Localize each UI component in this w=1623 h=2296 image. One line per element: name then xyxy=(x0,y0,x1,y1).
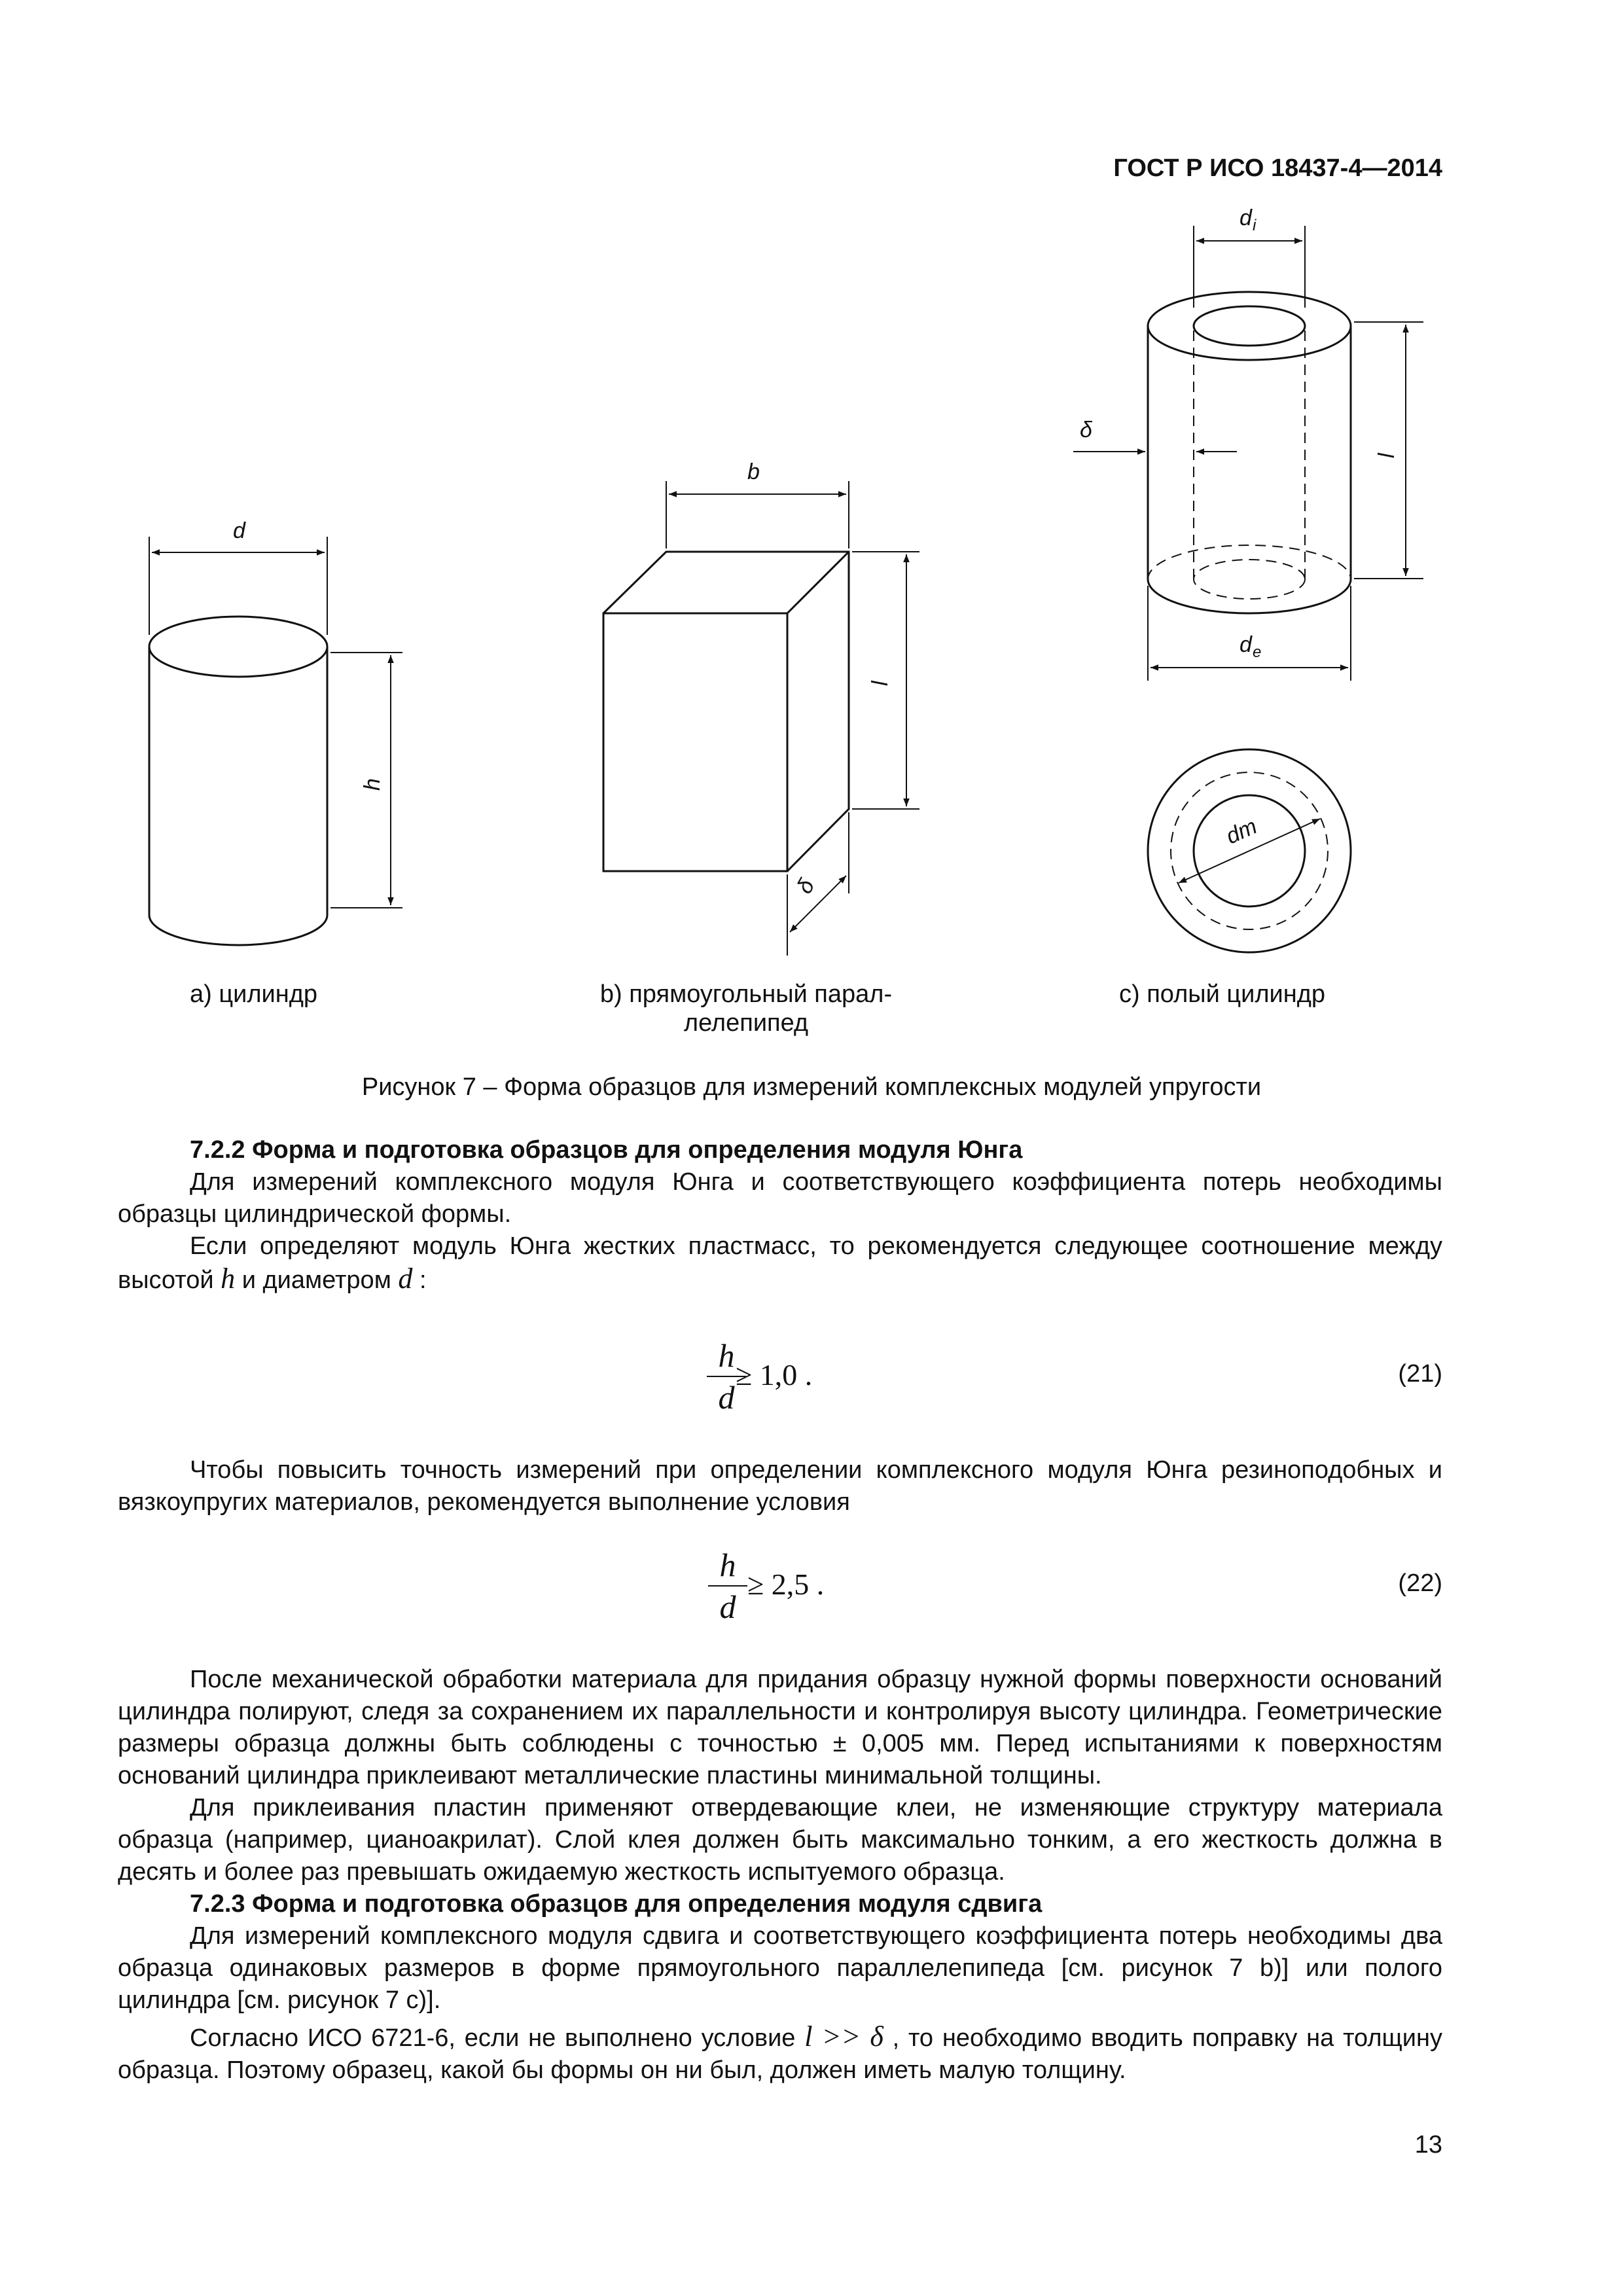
hollow-cylinder-drawing xyxy=(1073,226,1423,681)
text-run: , то необходимо вводить поправку на толщину образца. Поэтому образец, какой бы формы он ни был, должен иметь малую толщину. xyxy=(118,2024,1443,2084)
section-722-heading: 7.2.2 Форма и подготовка образцов для определения модуля Юнга xyxy=(190,1136,1023,1164)
text-run: : xyxy=(419,1266,427,1294)
section-722-condition xyxy=(118,1454,1442,1518)
relation: ≥ 2,5 . xyxy=(747,1568,825,1601)
solid-cylinder-drawing xyxy=(149,537,402,945)
equation-21 xyxy=(0,1335,1623,1420)
label-l-hollow: l xyxy=(1374,453,1399,458)
equation-number: (21) xyxy=(1398,1360,1442,1388)
text-run: и диаметром xyxy=(241,1266,391,1294)
caption-b xyxy=(576,980,916,1037)
caption-a: а) цилиндр xyxy=(190,980,318,1008)
figure-7-drawing xyxy=(0,0,1623,1021)
denominator: d xyxy=(719,1588,736,1625)
label-di: d xyxy=(1240,206,1252,230)
section-722-body xyxy=(118,1664,1442,2087)
text-run: Если определяют модуль Юнга жестких пластмасс, то рекомендуется следующее соотношение между высотой xyxy=(118,1232,1442,1294)
label-delta-hollow: δ xyxy=(1080,418,1092,442)
numerator: h xyxy=(707,1335,746,1377)
label-de: d xyxy=(1240,632,1252,657)
variable-d: d xyxy=(398,1263,413,1295)
page-number: 13 xyxy=(1414,2131,1442,2159)
paragraph: Для измерений комплексного модуля сдвига и соответствующего коэффициента потерь необходимы два образца одинаковых размеров в форме прямоугольного параллелепипеда [см. рисунок 7 b)] или полого цилиндра [см. рисунок 7 с)]. xyxy=(118,1922,1442,2014)
relation: ≥ 1,0 . xyxy=(736,1358,813,1391)
text-run: Согласно ИСО 6721-6, если не выполнено условие xyxy=(190,2024,796,2052)
equation-22 xyxy=(0,1545,1623,1630)
label-b: b xyxy=(747,459,760,484)
fraction xyxy=(708,1545,747,1627)
parallelepiped-drawing xyxy=(603,481,919,956)
caption-b-line-2: лелепипед xyxy=(683,1009,809,1037)
paragraph: Для приклеивания пластин применяют отвердевающие клеи, не изменяющие структуру материала образца (например, цианоакрилат). Слой клея должен быть максимально тонким, а его жесткость должна в десять и более раз превышать ожидаемую жесткость испытуемого образца. xyxy=(118,1794,1442,1886)
label-de-subscript: e xyxy=(1253,643,1262,661)
denominator: d xyxy=(718,1379,735,1416)
label-di-subscript: i xyxy=(1253,217,1257,234)
label-d: d xyxy=(233,518,245,543)
caption-b-line-1: b) прямоугольный парал- xyxy=(599,980,893,1008)
caption-c: с) полый цилиндр xyxy=(1119,980,1326,1008)
paragraph: Чтобы повысить точность измерений при определении комплексного модуля Юнга резиноподобных и вязкоупругих материалов, рекомендуется выполнение условия xyxy=(118,1456,1442,1516)
equation-number: (22) xyxy=(1398,1570,1442,1597)
label-h: h xyxy=(360,778,385,791)
section-722-intro xyxy=(118,1134,1442,1297)
paragraph-condition xyxy=(118,2020,1442,2087)
label-dm: dm xyxy=(1222,814,1261,850)
paragraph: Для измерений комплексного модуля Юнга и соответствующего коэффициента потерь необходимы образцы цилиндрической формы. xyxy=(118,1168,1442,1228)
numerator: h xyxy=(708,1545,747,1587)
paragraph-ratio-intro xyxy=(118,1230,1442,1297)
label-l-parallelepiped: l xyxy=(868,681,893,686)
hollow-cylinder-top-view xyxy=(1148,749,1351,952)
variable-h: h xyxy=(221,1263,236,1295)
condition-formula: l >> δ xyxy=(804,2020,883,2053)
figure-title: Рисунок 7 – Форма образцов для измерений комплексных модулей упругости xyxy=(361,1073,1262,1101)
paragraph: После механической обработки материала для придания образцу нужной формы поверхности оснований цилиндра полируют, следя за сохранением их параллельности и контролируя высоту цилиндра. Геометрические размеры образца должны быть соблюдены с точностью ± 0,005 мм. Перед испытаниями к поверхностям оснований цилиндра приклеивают металлические пластины минимальной толщины. xyxy=(118,1666,1442,1789)
label-delta-parallelepiped: δ xyxy=(792,874,820,898)
document-header: ГОСТ Р ИСО 18437-4—2014 xyxy=(1113,154,1442,182)
section-723-heading: 7.2.3 Форма и подготовка образцов для определения модуля сдвига xyxy=(190,1890,1043,1918)
